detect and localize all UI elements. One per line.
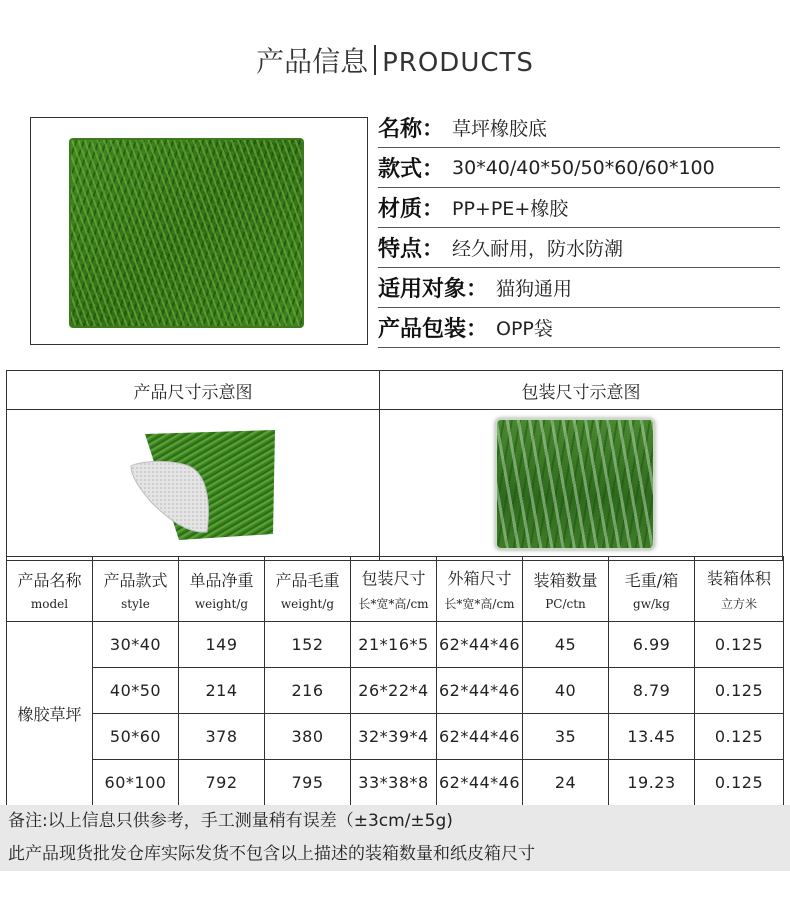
header-package-size: 包装尺寸 长*宽*高/cm <box>351 557 437 622</box>
header-net-weight: 单品净重 weight/g <box>179 557 265 622</box>
title-en: PRODUCTS <box>382 48 534 78</box>
package-size-image-cell <box>380 410 783 561</box>
info-row-style: 款式： 30*40/40*50/50*60/60*100 <box>378 148 780 188</box>
product-size-heading: 产品尺寸示意图 <box>7 371 380 410</box>
info-row-material: 材质： PP+PE+橡胶 <box>378 188 780 228</box>
header-qty: 装箱数量 PC/ctn <box>523 557 609 622</box>
note-disclaimer: 备注:以上信息只供参考，手工测量稍有误差（±3cm/±5g) <box>8 811 453 831</box>
header-carton-size: 外箱尺寸 长*宽*高/cm <box>437 557 523 622</box>
note-shipping: 此产品现货批发仓库实际发货不包含以上描述的装箱数量和纸皮箱尺寸 <box>8 844 535 864</box>
info-row-target: 适用对象： 猫狗通用 <box>378 268 780 308</box>
table-row: 40*50 214 216 26*22*4 62*44*46 40 8.79 0.125 <box>7 668 784 714</box>
table-row: 60*100 792 795 33*38*8 62*44*46 24 19.23 0.125 <box>7 760 784 806</box>
title-cn: 产品信息 <box>256 45 369 78</box>
header-volume: 装箱体积 立方米 <box>695 557 784 622</box>
product-name-cell: 橡胶草坪 <box>7 622 93 806</box>
size-diagram-table <box>6 370 783 561</box>
info-row-packaging: 产品包装： OPP袋 <box>378 308 780 348</box>
packaged-grass-image <box>495 418 655 550</box>
title-divider <box>374 45 376 75</box>
info-row-name: 名称： 草坪橡胶底 <box>378 108 780 148</box>
grass-roll-image <box>127 422 277 542</box>
header-gross-weight: 产品毛重 weight/g <box>265 557 351 622</box>
grass-mat-image <box>69 138 304 328</box>
product-size-image-cell <box>7 410 380 561</box>
product-info-list <box>378 108 780 348</box>
notes-section <box>0 805 790 871</box>
header-model: 产品名称 model <box>7 557 93 622</box>
spec-table <box>6 556 784 806</box>
header-gw-carton: 毛重/箱 gw/kg <box>609 557 695 622</box>
page-title <box>0 40 790 80</box>
header-style: 产品款式 style <box>93 557 179 622</box>
spec-table-header <box>7 557 784 622</box>
table-row: 50*60 378 380 32*39*4 62*44*46 35 13.45 0.125 <box>7 714 784 760</box>
table-row: 橡胶草坪 30*40 149 152 21*16*5 62*44*46 45 6.99 0.125 <box>7 622 784 668</box>
product-photo <box>30 117 368 345</box>
info-row-feature: 特点： 经久耐用，防水防潮 <box>378 228 780 268</box>
package-size-heading: 包装尺寸示意图 <box>380 371 783 410</box>
